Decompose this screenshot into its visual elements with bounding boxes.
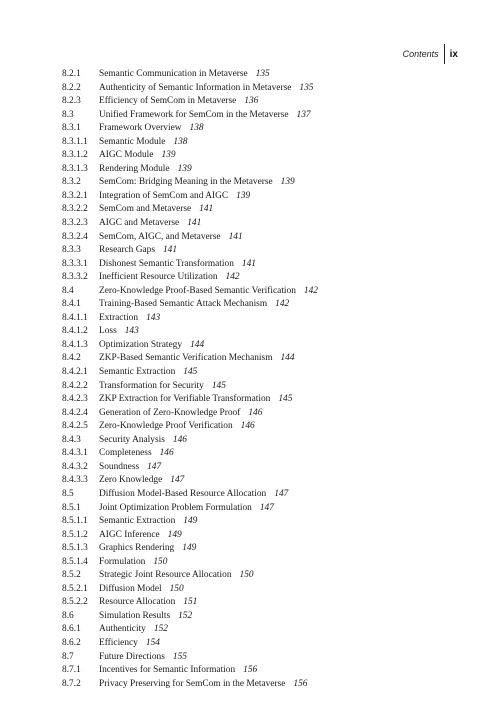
toc-entry-page: 139 — [280, 177, 295, 188]
toc-entry-title: Framework Overview — [99, 123, 182, 134]
toc-entry-title: Efficiency of SemCom in Metaverse — [99, 96, 237, 107]
toc-entry — [62, 447, 462, 461]
toc-entry-page: 151 — [183, 597, 198, 608]
toc-entry-title: Inefficient Resource Utilization — [99, 272, 218, 283]
toc-entry-title: AIGC Module — [99, 150, 154, 161]
toc-entry-number: 8.4.2.1 — [62, 367, 88, 378]
toc-entry-number: 8.3.2 — [62, 177, 81, 188]
toc-entry-title: Integration of SemCom and AIGC — [99, 190, 229, 201]
toc-entry-number: 8.4.1.3 — [62, 339, 88, 350]
toc-entry — [62, 82, 462, 96]
toc-entry-page: 156 — [293, 678, 308, 689]
toc-entry-page: 146 — [248, 407, 263, 418]
toc-entry-title: Privacy Preserving for SemCom in the Metaverse — [99, 678, 286, 689]
toc-entry-title: Semantic Module — [99, 136, 166, 147]
toc-entry — [62, 285, 462, 299]
toc-entry — [62, 163, 462, 177]
toc-entry-title: Zero-Knowledge Proof Verification — [99, 421, 233, 432]
toc-entry-number: 8.3.2.1 — [62, 190, 88, 201]
toc-entry-title: Rendering Module — [99, 163, 170, 174]
toc-entry-page: 149 — [183, 516, 198, 527]
toc-entry-page: 150 — [239, 570, 254, 581]
toc-entry-number: 8.5.1 — [62, 502, 81, 513]
table-of-contents — [62, 68, 462, 691]
toc-entry-number: 8.2.2 — [62, 82, 81, 93]
toc-entry-page: 150 — [169, 583, 184, 594]
toc-entry-number: 8.3.1.3 — [62, 163, 88, 174]
toc-entry-title: Research Gaps — [99, 245, 155, 256]
toc-entry-number: 8.7 — [62, 651, 74, 662]
toc-entry-number: 8.6 — [62, 610, 74, 621]
toc-entry-page: 147 — [170, 475, 185, 486]
toc-entry — [62, 637, 462, 651]
toc-entry-page: 141 — [162, 245, 178, 256]
toc-entry-page: 147 — [274, 488, 289, 499]
toc-entry-number: 8.3 — [62, 109, 74, 120]
toc-entry-page: 145 — [183, 367, 198, 378]
toc-entry-number: 8.5.1.3 — [62, 543, 88, 554]
toc-entry — [62, 298, 462, 312]
toc-entry-title: Formulation — [99, 556, 146, 567]
toc-entry-number: 8.4.3.3 — [62, 475, 88, 486]
toc-entry — [62, 68, 462, 82]
toc-entry-page: 156 — [243, 665, 258, 676]
toc-entry-number: 8.7.2 — [62, 678, 81, 689]
toc-entry-page: 135 — [299, 82, 314, 93]
toc-entry — [62, 109, 462, 123]
toc-entry-page: 135 — [255, 69, 270, 79]
toc-entry — [62, 312, 462, 326]
toc-entry — [62, 474, 462, 488]
toc-entry-number: 8.4.2.2 — [62, 380, 88, 391]
toc-entry-number: 8.4.3.1 — [62, 448, 88, 459]
toc-entry-title: SemCom, AIGC, and Metaverse — [99, 231, 221, 242]
toc-entry-number: 8.3.3.1 — [62, 258, 88, 269]
toc-entry-number: 8.6.1 — [62, 624, 81, 635]
toc-entry — [62, 407, 462, 421]
toc-entry-title: Diffusion Model — [99, 583, 162, 594]
toc-entry-page: 137 — [296, 109, 311, 120]
toc-entry — [62, 420, 462, 434]
toc-entry-page: 144 — [280, 353, 295, 364]
toc-entry-number: 8.2.3 — [62, 96, 81, 107]
toc-entry-title: Zero Knowledge — [99, 475, 163, 486]
toc-entry-title: AIGC Inference — [99, 529, 160, 540]
toc-entry — [62, 176, 462, 190]
toc-entry-title: ZKP-Based Semantic Verification Mechanism — [99, 353, 273, 364]
toc-entry — [62, 623, 462, 637]
toc-entry-title: Authenticity — [99, 624, 146, 635]
toc-entry-page: 142 — [275, 299, 290, 310]
toc-entry-page: 154 — [145, 637, 160, 648]
toc-entry-title: Soundness — [99, 461, 140, 472]
toc-entry-title: Diffusion Model-Based Resource Allocation — [99, 488, 267, 499]
toc-entry-title: SemCom and Metaverse — [99, 204, 192, 215]
toc-entry — [62, 271, 462, 285]
toc-entry-page: 150 — [153, 556, 168, 567]
toc-entry-title: Semantic Communication in Metaverse — [99, 69, 248, 79]
toc-entry-title: Extraction — [99, 312, 139, 323]
toc-entry-page: 143 — [124, 326, 139, 337]
toc-entry-page: 142 — [225, 272, 240, 283]
toc-entry-number: 8.4 — [62, 285, 74, 296]
toc-entry-title: AIGC and Metaverse — [99, 218, 180, 229]
toc-entry-number: 8.4.2.3 — [62, 394, 88, 405]
toc-entry-title: Generation of Zero-Knowledge Proof — [99, 407, 241, 418]
toc-entry-page: 144 — [190, 339, 205, 350]
toc-entry-title: SemCom: Bridging Meaning in the Metaverse — [99, 177, 273, 188]
toc-entry-title: Zero-Knowledge Proof-Based Semantic Verification — [99, 285, 296, 296]
toc-entry — [62, 258, 462, 272]
running-header — [403, 44, 458, 64]
toc-entry-title: Strategic Joint Resource Allocation — [99, 570, 232, 581]
toc-entry-number: 8.7.1 — [62, 665, 81, 676]
toc-entry-page: 143 — [146, 312, 161, 323]
toc-entry-page: 146 — [159, 448, 174, 459]
toc-entry-title: Future Directions — [99, 651, 165, 662]
toc-entry-number: 8.4.3 — [62, 434, 81, 445]
toc-entry — [62, 488, 462, 502]
toc-entry-page: 138 — [189, 123, 204, 134]
toc-entry — [62, 529, 462, 543]
toc-entry-page: 136 — [244, 96, 259, 107]
toc-entry — [62, 136, 462, 150]
toc-entry-page: 147 — [147, 461, 162, 472]
toc-entry — [62, 596, 462, 610]
toc-entry-number: 8.5.2 — [62, 570, 81, 581]
toc-entry-page: 141 — [228, 231, 243, 242]
toc-entry-number: 8.3.1.2 — [62, 150, 88, 161]
toc-entry-number: 8.4.3.2 — [62, 461, 88, 472]
toc-entry-number: 8.4.2.5 — [62, 421, 88, 432]
toc-entry — [62, 244, 462, 258]
toc-entry — [62, 569, 462, 583]
toc-entry-title: Optimization Strategy — [99, 339, 183, 350]
toc-entry — [62, 217, 462, 231]
toc-entry-page: 141 — [187, 218, 202, 229]
toc-entry-page: 147 — [259, 502, 274, 513]
toc-entry-number: 8.3.1 — [62, 123, 81, 134]
toc-entry — [62, 542, 462, 556]
toc-entry — [62, 556, 462, 570]
page-number: ix — [449, 48, 458, 60]
toc-entry-page: 146 — [172, 434, 187, 445]
toc-entry — [62, 515, 462, 529]
running-title: Contents — [402, 49, 439, 59]
toc-entry — [62, 610, 462, 624]
toc-entry — [62, 95, 462, 109]
toc-entry-number: 8.3.3 — [62, 245, 81, 256]
toc-entry-number: 8.3.2.2 — [62, 204, 88, 215]
toc-entry-page: 139 — [161, 150, 176, 161]
toc-entry-title: Semantic Extraction — [99, 516, 176, 527]
toc-entry-number: 8.4.1 — [62, 299, 81, 310]
toc-entry-number: 8.5.1.1 — [62, 516, 88, 527]
toc-entry — [62, 678, 462, 692]
toc-entry-title: Resource Allocation — [99, 597, 176, 608]
toc-entry-page: 152 — [153, 624, 168, 635]
toc-entry-number: 8.4.1.1 — [62, 312, 88, 323]
toc-entry — [62, 231, 462, 245]
toc-entry — [62, 651, 462, 665]
toc-entry-page: 141 — [241, 258, 256, 269]
toc-entry — [62, 583, 462, 597]
toc-entry-title: Unified Framework for SemCom in the Metaverse — [99, 109, 289, 120]
toc-entry-number: 8.3.2.3 — [62, 218, 88, 229]
toc-entry — [62, 434, 462, 448]
toc-entry — [62, 352, 462, 366]
toc-entry-page: 139 — [177, 163, 192, 174]
toc-entry-page: 138 — [173, 136, 188, 147]
toc-entry — [62, 461, 462, 475]
toc-entry-title: Incentives for Semantic Information — [99, 665, 236, 676]
toc-entry-page: 149 — [167, 529, 182, 540]
toc-entry — [62, 203, 462, 217]
toc-entry — [62, 393, 462, 407]
toc-entry-number: 8.4.2 — [62, 353, 81, 364]
toc-entry — [62, 122, 462, 136]
toc-entry-number: 8.4.2.4 — [62, 407, 88, 418]
toc-entry-number: 8.3.1.1 — [62, 136, 88, 147]
toc-entry — [62, 149, 462, 163]
toc-entry — [62, 325, 462, 339]
toc-entry-page: 141 — [199, 204, 214, 215]
toc-entry — [62, 664, 462, 678]
toc-entry — [62, 366, 462, 380]
toc-entry-title: Security Analysis — [99, 434, 165, 445]
toc-entry-number: 8.6.2 — [62, 637, 81, 648]
toc-entry-page: 155 — [172, 651, 187, 662]
toc-entry — [62, 380, 462, 394]
toc-entry — [62, 502, 462, 516]
toc-entry-number: 8.5.2.2 — [62, 597, 88, 608]
toc-entry-page: 145 — [278, 394, 293, 405]
toc-entry-title: ZKP Extraction for Verifiable Transformation — [99, 394, 271, 405]
toc-entry-title: Transformation for Security — [99, 380, 204, 391]
toc-entry-title: Efficiency — [99, 637, 138, 648]
toc-entry-page: 149 — [182, 543, 197, 554]
toc-entry-title: Training-Based Semantic Attack Mechanism — [99, 299, 268, 310]
toc-entry-number: 8.5.1.2 — [62, 529, 88, 540]
toc-entry-number: 8.3.2.4 — [62, 231, 88, 242]
toc-entry-number: 8.5.1.4 — [62, 556, 88, 567]
toc-entry-number: 8.5 — [62, 488, 74, 499]
toc-entry-number: 8.4.1.2 — [62, 326, 88, 337]
toc-entry — [62, 190, 462, 204]
toc-entry-title: Graphics Rendering — [99, 543, 175, 554]
toc-entry-title: Simulation Results — [99, 610, 171, 621]
toc-entry-title: Dishonest Semantic Transformation — [99, 258, 234, 269]
toc-entry-number: 8.5.2.1 — [62, 583, 88, 594]
toc-entry-title: Authenticity of Semantic Information in Metaverse — [99, 82, 292, 93]
toc-entry-page: 152 — [178, 610, 193, 621]
toc-entry-title: Completeness — [99, 448, 152, 459]
toc-entry-page: 146 — [240, 421, 255, 432]
toc-entry-title: Loss — [99, 326, 117, 337]
toc-entry-page: 139 — [236, 190, 251, 201]
toc-entry — [62, 339, 462, 353]
toc-entry-number: 8.3.3.2 — [62, 272, 88, 283]
toc-entry-number: 8.2.1 — [62, 69, 81, 79]
toc-entry-page: 145 — [211, 380, 226, 391]
toc-entry-title: Semantic Extraction — [99, 367, 176, 378]
toc-entry-title: Joint Optimization Problem Formulation — [99, 502, 252, 513]
toc-entry-page: 142 — [303, 285, 318, 296]
